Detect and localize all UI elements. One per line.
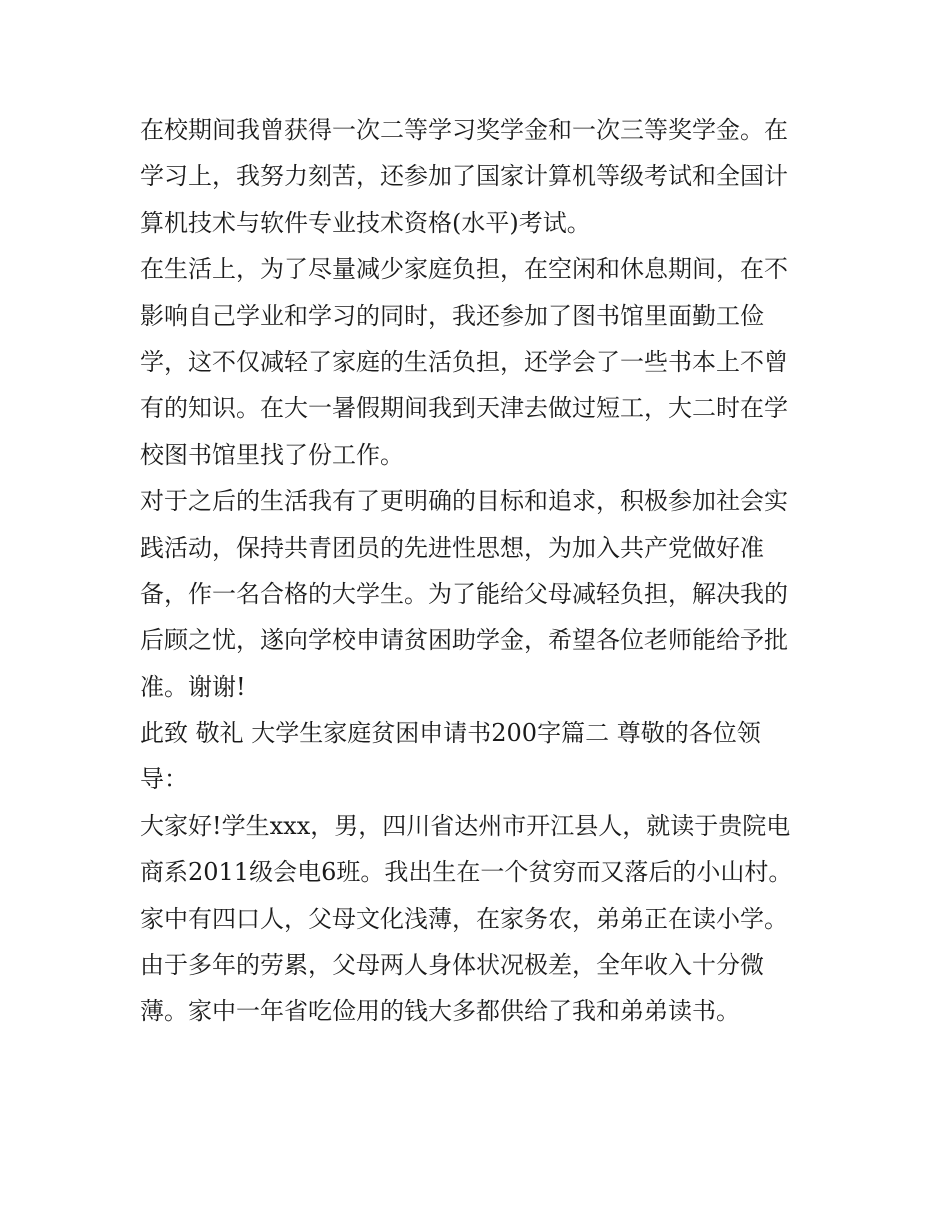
text-line: 在校期间我曾获得一次二等学习奖学金和一次三等奖学金。在 bbox=[140, 116, 788, 144]
text-line: 学，这不仅减轻了家庭的生活负担，还学会了一些书本上不曾 bbox=[140, 347, 788, 376]
text-line: 践活动，保持共青团员的先进性思想，为加入共产党做好准 bbox=[140, 533, 764, 562]
text-line: 准。谢谢! bbox=[140, 672, 246, 701]
text-line: 由于多年的劳累，父母两人身体状况极差，全年收入十分微 bbox=[140, 951, 764, 980]
text-line: 商系2011级会电6班。我出生在一个贫穷而又落后的小山村。 bbox=[140, 858, 793, 887]
text-line: 后顾之忧，遂向学校申请贫困助学金，希望各位老师能给予批 bbox=[140, 626, 788, 655]
text-line: 此致 敬礼 大学生家庭贫困申请书200字篇二 尊敬的各位领 bbox=[140, 719, 761, 748]
text-line: 导： bbox=[140, 765, 188, 794]
text-line: 家中有四口人，父母文化浅薄，在家务农，弟弟正在读小学。 bbox=[140, 904, 788, 933]
text-line: 算机技术与软件专业技术资格(水平)考试。 bbox=[140, 208, 591, 237]
text-line: 备，作一名合格的大学生。为了能给父母减轻负担，解决我的 bbox=[140, 579, 788, 608]
document-body bbox=[140, 107, 830, 1035]
text-line: 在生活上，为了尽量减少家庭负担，在空闲和休息期间，在不 bbox=[140, 255, 788, 284]
text-line: 校图书馆里找了份工作。 bbox=[140, 440, 404, 469]
text-line: 对于之后的生活我有了更明确的目标和追求，积极参加社会实 bbox=[140, 487, 788, 516]
text-line: 薄。家中一年省吃俭用的钱大多都供给了我和弟弟读书。 bbox=[140, 997, 740, 1026]
text-line: 有的知识。在大一暑假期间我到天津去做过短工，大二时在学 bbox=[140, 394, 788, 423]
text-line: 学习上，我努力刻苦，还参加了国家计算机等级考试和全国计 bbox=[140, 162, 788, 191]
text-line: 大家好!学生xxx，男，四川省达州市开江县人，就读于贵院电 bbox=[140, 811, 791, 840]
text-line: 影响自己学业和学习的同时，我还参加了图书馆里面勤工俭 bbox=[140, 301, 764, 330]
